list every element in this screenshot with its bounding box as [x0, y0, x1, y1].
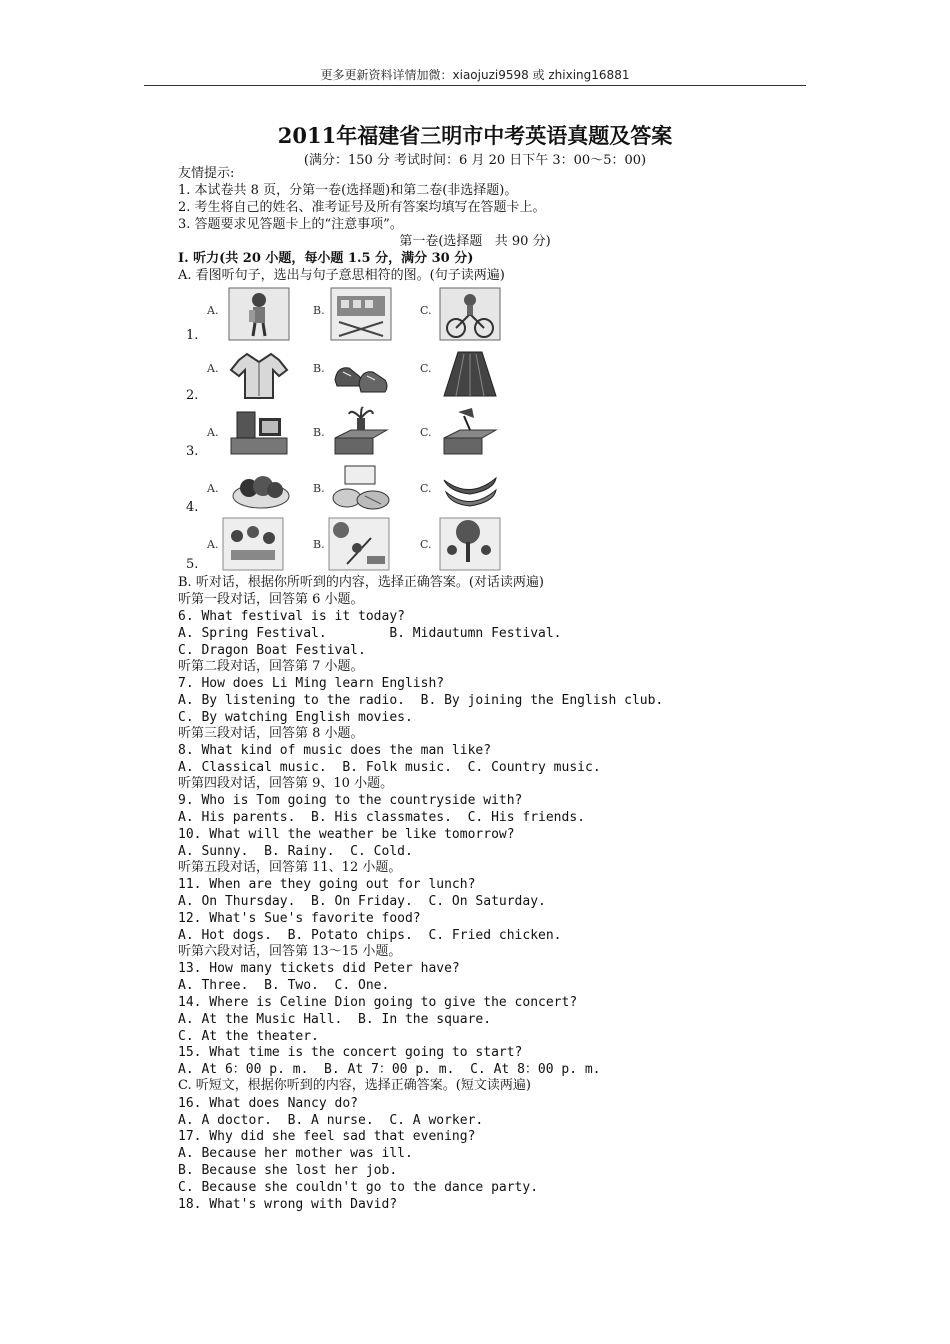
- question-number: 3.: [186, 444, 199, 459]
- answer-options: C. Because she couldn't go to the dance party.: [178, 1180, 539, 1195]
- question-text: 17. Why did she feel sad that evening?: [178, 1129, 476, 1144]
- tip-item: 1. 本试卷共 8 页，分第一卷(选择题)和第二卷(非选择题)。: [178, 183, 518, 198]
- picnic-picture: [221, 516, 285, 572]
- dialogue-intro: 听第二段对话，回答第 7 小题。: [178, 659, 364, 674]
- header-note: 更多更新资料详情加微：xiaojuzi9598 或 zhixing16881: [320, 68, 630, 82]
- exam-subtitle: (满分：150 分 考试时间：6 月 20 日下午 3：00～5：00): [303, 153, 647, 168]
- fruit-bowl-picture: [227, 460, 291, 516]
- answer-options: C. By watching English movies.: [178, 710, 413, 725]
- option-label: C.: [420, 538, 432, 551]
- question-text: 16. What does Nancy do?: [178, 1096, 359, 1111]
- dialogue-intro: 听第三段对话，回答第 8 小题。: [178, 726, 364, 741]
- question-text: 6. What festival is it today?: [178, 609, 405, 624]
- option-label: A.: [207, 304, 219, 317]
- answer-options: A. On Thursday. B. On Friday. C. On Saturday.: [178, 894, 546, 909]
- part1-heading: 第一卷(选择题 共 90 分): [399, 234, 551, 249]
- question-text: 12. What's Sue's favorite food?: [178, 911, 421, 926]
- option-label: A.: [207, 426, 219, 439]
- section-c-instruction: C. 听短文，根据你听到的内容，选择正确答案。(短文读两遍): [178, 1078, 531, 1093]
- option-label: A.: [207, 538, 219, 551]
- question-text: 14. Where is Celine Dion going to give the concert?: [178, 995, 578, 1010]
- option-label: B.: [313, 426, 325, 439]
- question-text: 8. What kind of music does the man like?: [178, 743, 492, 758]
- tips-heading: 友情提示:: [178, 166, 235, 181]
- dialogue-intro: 听第五段对话，回答第 11、12 小题。: [178, 860, 402, 875]
- question-text: 9. Who is Tom going to the countryside with?: [178, 793, 523, 808]
- option-label: B.: [313, 538, 325, 551]
- question-text: 15. What time is the concert going to start?: [178, 1045, 523, 1060]
- option-label: C.: [420, 426, 432, 439]
- shoes-picture: [329, 346, 393, 402]
- bread-picture: [329, 460, 393, 516]
- answer-options: C. At the theater.: [178, 1029, 319, 1044]
- bananas-picture: [438, 460, 502, 516]
- cycling-picture: [438, 286, 502, 342]
- tip-item: 2. 考生将自己的姓名、准考证号及所有答案均填写在答题卡上。: [178, 200, 546, 215]
- option-label: C.: [420, 362, 432, 375]
- question-number: 5.: [186, 557, 199, 572]
- section-a-instruction: A. 看图听句子，选出与句子意思相符的图。(句子读两遍): [178, 268, 505, 283]
- question-text: 10. What will the weather be like tomorrow?: [178, 827, 515, 842]
- skirt-picture: [438, 346, 502, 402]
- question-text: 18. What's wrong with David?: [178, 1197, 398, 1212]
- tip-item: 3. 答题要求见答题卡上的“注意事项”。: [178, 217, 403, 232]
- exam-title: 2011年福建省三明市中考英语真题及答案: [277, 123, 673, 148]
- option-label: A.: [207, 362, 219, 375]
- plant-table-picture: [329, 404, 393, 460]
- tree-planting-picture: [438, 516, 502, 572]
- option-label: C.: [420, 304, 432, 317]
- question-text: 7. How does Li Ming learn English?: [178, 676, 445, 691]
- answer-options: A. By listening to the radio. B. By joining the English club.: [178, 693, 664, 708]
- question-number: 4.: [186, 500, 199, 515]
- answer-options: A. Hot dogs. B. Potato chips. C. Fried chicken.: [178, 928, 562, 943]
- answer-options: A. A doctor. B. A nurse. C. A worker.: [178, 1113, 484, 1128]
- girl-picture: [227, 286, 291, 342]
- option-label: B.: [313, 304, 325, 317]
- dialogue-intro: 听第一段对话，回答第 6 小题。: [178, 592, 364, 607]
- question-text: 11. When are they going out for lunch?: [178, 877, 476, 892]
- question-number: 1.: [186, 328, 199, 343]
- lamp-table-picture: [438, 404, 502, 460]
- answer-options: A. At the Music Hall. B. In the square.: [178, 1012, 492, 1027]
- section1-heading: Ⅰ. 听力(共 20 小题，每小题 1.5 分，满分 30 分): [178, 251, 474, 266]
- playground-picture: [327, 516, 391, 572]
- answer-options: A. Classical music. B. Folk music. C. Country music.: [178, 760, 601, 775]
- section-b-instruction: B. 听对话，根据你所听到的内容，选择正确答案。(对话读两遍): [178, 575, 544, 590]
- option-label: A.: [207, 482, 219, 495]
- option-label: B.: [313, 362, 325, 375]
- dialogue-intro: 听第四段对话，回答第 9、10 小题。: [178, 776, 394, 791]
- dialogue-intro: 听第六段对话，回答第 13～15 小题。: [178, 944, 402, 959]
- answer-options: A. At 6：00 p. m. B. At 7：00 p. m. C. At 8：00 p. m.: [178, 1062, 601, 1077]
- question-number: 2.: [186, 388, 199, 403]
- computer-desk-picture: [227, 404, 291, 460]
- bus-stop-picture: [329, 286, 393, 342]
- answer-options: A. Sunny. B. Rainy. C. Cold.: [178, 844, 413, 859]
- option-label: B.: [313, 482, 325, 495]
- answer-options: A. His parents. B. His classmates. C. His friends.: [178, 810, 585, 825]
- option-label: C.: [420, 482, 432, 495]
- question-text: 13. How many tickets did Peter have?: [178, 961, 460, 976]
- header-rule: [144, 85, 806, 86]
- answer-options: A. Spring Festival. B. Midautumn Festival.: [178, 626, 562, 641]
- answer-options: B. Because she lost her job.: [178, 1163, 398, 1178]
- answer-options: A. Because her mother was ill.: [178, 1146, 413, 1161]
- shirt-picture: [227, 346, 291, 402]
- answer-options: C. Dragon Boat Festival.: [178, 643, 366, 658]
- answer-options: A. Three. B. Two. C. One.: [178, 978, 390, 993]
